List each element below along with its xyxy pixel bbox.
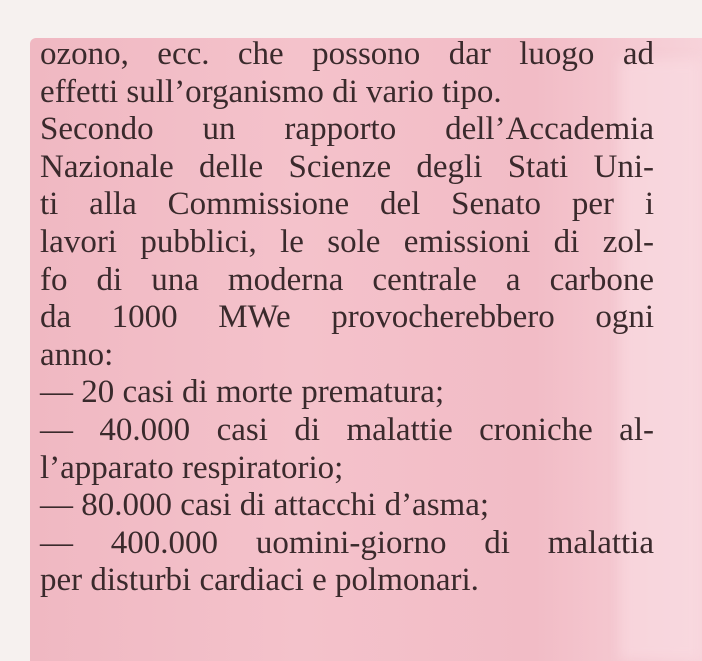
text-line: — 40.000 casi di malattie croniche al- <box>40 411 654 448</box>
text-line: Nazionale delle Scienze degli Stati Uni- <box>40 148 654 185</box>
text-line: — 400.000 uomini-giorno di malattia <box>40 524 654 561</box>
text-line: effetti sull’organismo di vario tipo. <box>40 73 502 110</box>
text-line: per disturbi cardiaci e polmonari. <box>40 562 479 599</box>
text-line: lavori pubblici, le sole emissioni di zol- <box>40 223 654 260</box>
text-line: ti alla Commissione del Senato per i <box>40 186 654 223</box>
text-line: Secondo un rapporto dell’Accademia <box>40 111 654 148</box>
text-line: da 1000 MWe provocherebbero ogni <box>40 299 654 336</box>
text-line: fo di una moderna centrale a carbone <box>40 261 654 298</box>
document-paragraph <box>40 36 654 600</box>
text-line: l’apparato respiratorio; <box>40 449 344 486</box>
text-line: — 80.000 casi di attacchi d’asma; <box>40 487 490 524</box>
text-line: anno: <box>40 336 114 373</box>
text-line: — 20 casi di morte prematura; <box>40 374 445 411</box>
text-line: ozono, ecc. che possono dar luogo ad <box>40 36 654 72</box>
